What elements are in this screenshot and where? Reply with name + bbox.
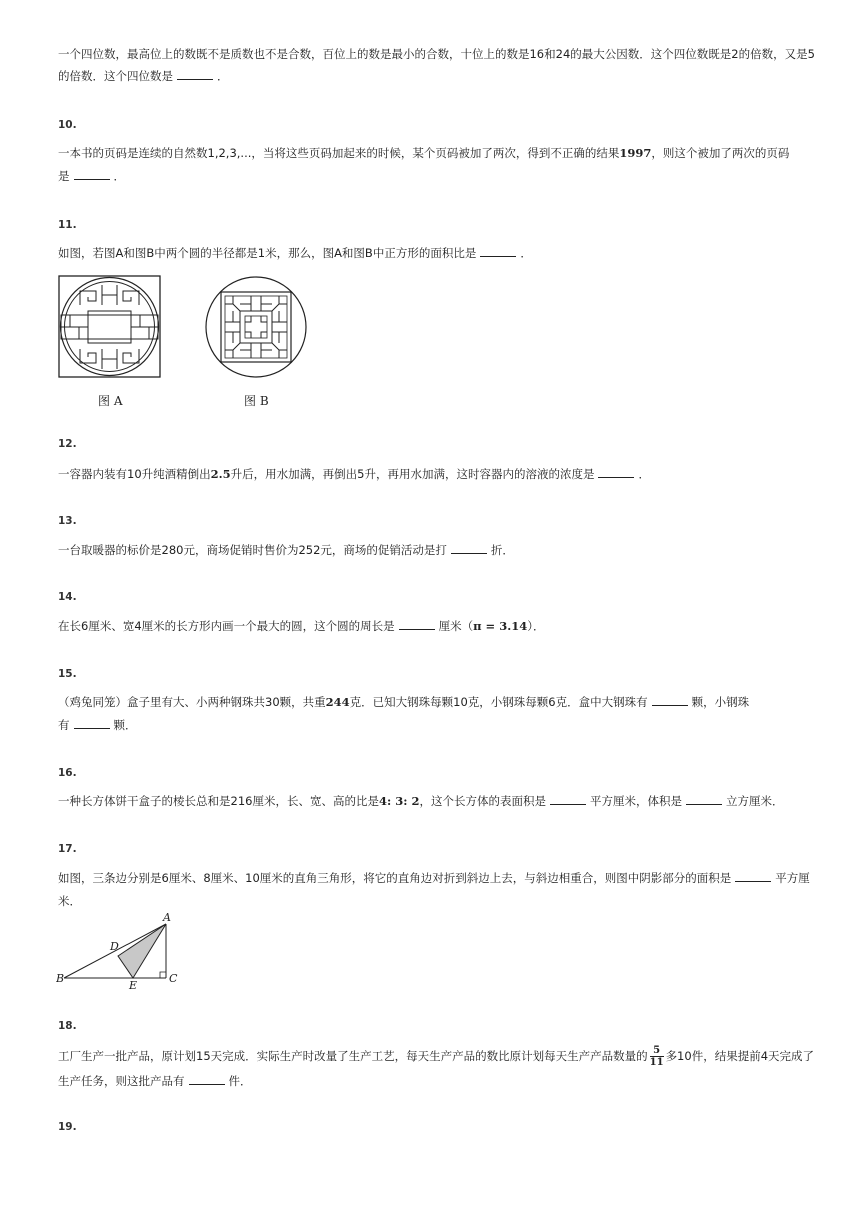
q9-line2: 的倍数．这个四位数是 ． bbox=[58, 69, 229, 83]
answer-blank[interactable] bbox=[399, 619, 435, 630]
vertex-b-label: B bbox=[56, 972, 65, 985]
answer-blank[interactable] bbox=[189, 1074, 225, 1085]
q12-line1: 一容器内装有10升纯酒精倒出2.5升后，用水加满，再倒出5升，再用水加满，这时容器内的溶液的浓度是 ． bbox=[58, 467, 650, 481]
vertex-d-label: D bbox=[110, 940, 119, 953]
q10-line2: 是 ． bbox=[58, 169, 125, 183]
question-number: 12. bbox=[58, 438, 77, 450]
figure-b bbox=[204, 275, 308, 379]
answer-blank[interactable] bbox=[652, 695, 688, 706]
question-number: 18. bbox=[58, 1020, 77, 1032]
figure-b-label: 图 B bbox=[244, 394, 269, 408]
q13-line1: 一台取暖器的标价是280元，商场促销时售价为252元，商场的促销活动是打 折． bbox=[58, 543, 514, 557]
figure-a-label: 图 A bbox=[98, 394, 123, 408]
q14-line1: 在长6厘米、宽4厘米的长方形内画一个最大的圆，这个圆的周长是 厘米（π = 3.14）． bbox=[58, 619, 545, 633]
answer-blank[interactable] bbox=[480, 246, 516, 257]
question-number: 14. bbox=[58, 591, 77, 603]
figure-a bbox=[58, 275, 162, 379]
q18-line2: 生产任务，则这批产品有 件． bbox=[58, 1074, 252, 1088]
q10-line1: 一本书的页码是连续的自然数1,2,3,...，当将这些页码加起来的时候，某个页码被加了两次，得到不正确的结果1997，则这个被加了两次的页码 bbox=[58, 146, 790, 160]
fraction: $\frac{5}{11}$ bbox=[649, 1045, 664, 1068]
q16-line1: 一种长方体饼干盒子的棱长总和是216厘米，长、宽、高的比是4: 3: 2，这个长方体的表面积是 平方厘米，体积是 立方厘米． bbox=[58, 794, 784, 808]
vertex-c-label: C bbox=[169, 972, 178, 985]
answer-blank[interactable] bbox=[74, 718, 110, 729]
vertex-a-label: A bbox=[163, 911, 171, 924]
question-number: 15. bbox=[58, 668, 77, 680]
q9-line1: 一个四位数，最高位上的数既不是质数也不是合数，百位上的数是最小的合数，十位上的数是16和24的最大公因数．这个四位数既是2的倍数，又是5 bbox=[58, 47, 815, 61]
answer-blank[interactable] bbox=[598, 467, 634, 478]
question-number: 10. bbox=[58, 119, 77, 131]
question-number: 13. bbox=[58, 515, 77, 527]
answer-blank[interactable] bbox=[177, 69, 213, 80]
question-number: 17. bbox=[58, 843, 77, 855]
answer-blank[interactable] bbox=[735, 871, 771, 882]
q11-line1: 如图，若图A和图B中两个圆的半径都是1米，那么，图A和图B中正方形的面积比是 ． bbox=[58, 246, 532, 260]
vertex-e-label: E bbox=[129, 979, 138, 990]
answer-blank[interactable] bbox=[550, 794, 586, 805]
q17-line1: 如图，三条边分别是6厘米、8厘米、10厘米的直角三角形，将它的直角边对折到斜边上去，与斜边相重合，则图中阴影部分的面积是 平方厘 bbox=[58, 871, 810, 885]
answer-blank[interactable] bbox=[74, 169, 110, 180]
question-number: 11. bbox=[58, 219, 77, 231]
answer-blank[interactable] bbox=[686, 794, 722, 805]
q18-line1: 工厂生产一批产品，原计划15天完成．实际生产时改量了生产工艺，每天生产产品的数比原计划每天生产产品数量的 $\frac{5}{11}$ 多10件，结果提前4天完成了 bbox=[58, 1045, 815, 1068]
answer-blank[interactable] bbox=[451, 543, 487, 554]
q17-line2: 米． bbox=[58, 894, 81, 908]
q15-line1: （鸡兔同笼）盒子里有大、小两种钢珠共30颗，共重244克．已知大钢珠每颗10克，小钢珠每颗6克．盒中大钢珠有 颗，小钢珠 bbox=[58, 695, 750, 709]
triangle-figure bbox=[56, 910, 186, 990]
q15-line2: 有 颗． bbox=[58, 718, 137, 732]
question-number: 19. bbox=[58, 1121, 77, 1133]
question-number: 16. bbox=[58, 767, 77, 779]
